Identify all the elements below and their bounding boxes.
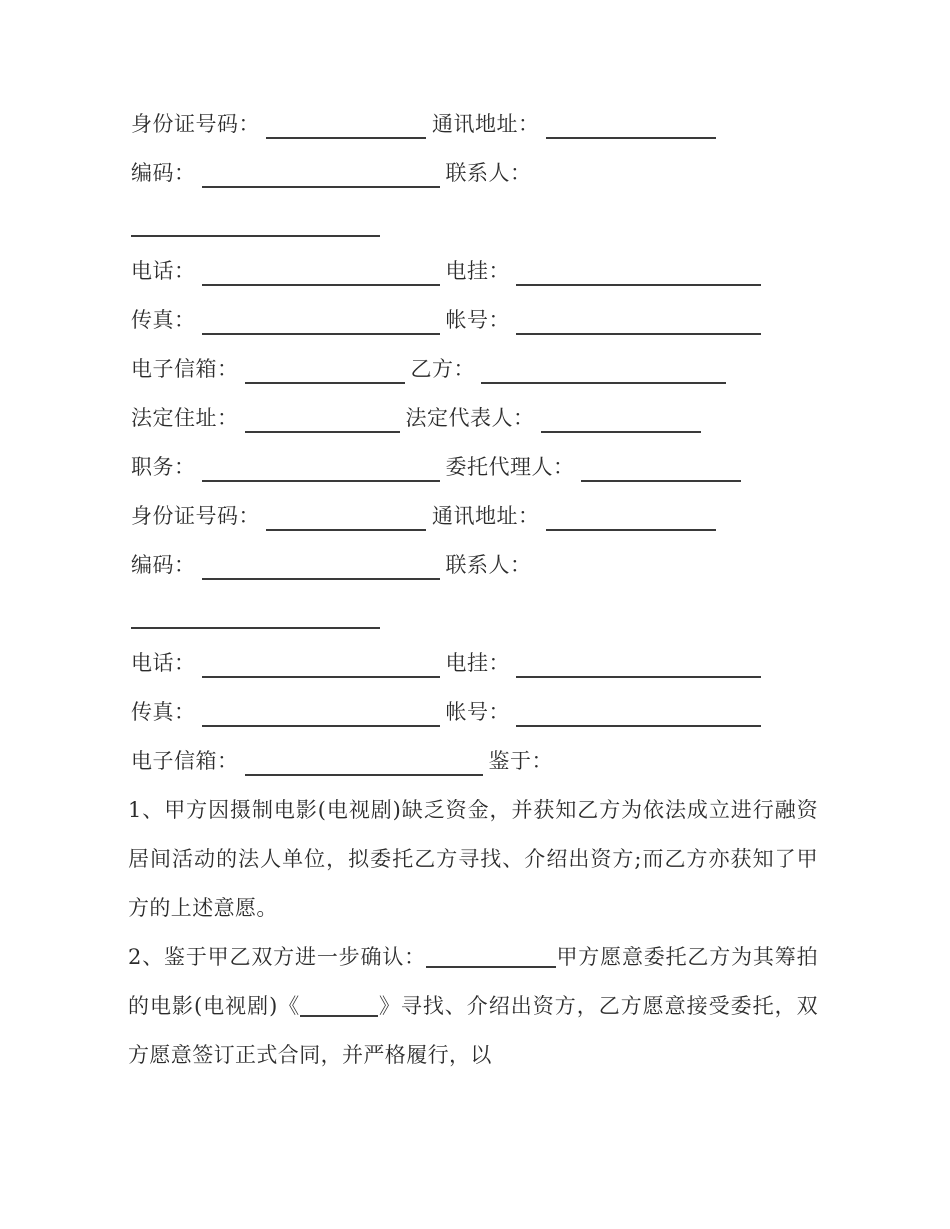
field-label-telex: 电挂： [445,651,510,675]
field-label-telex: 电挂： [445,259,510,283]
field-blank-postcode[interactable] [202,552,440,580]
field-label-position: 职务： [131,455,196,479]
clause-paragraph-2 [128,933,818,1080]
form-line-party-b-position-agent [131,443,821,492]
section-label-whereas: 鉴于： [488,749,553,773]
form-line-party-a-postcode-contact [131,149,821,198]
field-blank-contact-person[interactable] [131,209,380,237]
field-label-contact-person: 联系人： [445,553,532,577]
form-line-party-a-fax-account [131,296,821,345]
form-line-party-b-address-legalrep [131,394,821,443]
field-label-legal-address: 法定住址： [131,406,239,430]
field-blank-telex[interactable] [516,258,761,286]
field-label-phone: 电话： [131,651,196,675]
field-blank-account-number[interactable] [516,699,761,727]
field-label-fax: 传真： [131,308,196,332]
form-line-party-a-contact-continuation [131,198,821,247]
field-blank-id-number[interactable] [266,111,426,139]
field-blank-email[interactable] [245,356,405,384]
clause-2-blank-film-title[interactable] [300,991,378,1017]
clause-2-blank-confirmation[interactable] [426,942,556,968]
field-label-legal-representative: 法定代表人： [405,406,535,430]
field-label-fax: 传真： [131,700,196,724]
form-line-party-b-email-whereas [131,737,821,786]
field-blank-postcode[interactable] [202,160,440,188]
field-blank-mailing-address[interactable] [546,503,716,531]
field-blank-id-number[interactable] [266,503,426,531]
form-line-party-a-phone-telex [131,247,821,296]
field-blank-fax[interactable] [202,307,440,335]
form-line-party-a-email-partyb [131,345,821,394]
field-blank-party-b[interactable] [481,356,726,384]
form-line-party-b-phone-telex [131,639,821,688]
field-label-mailing-address: 通讯地址： [432,504,540,528]
field-blank-authorized-agent[interactable] [581,454,741,482]
clause-2-text-part-2: 甲方愿意委托乙方为其筹拍的电影(电视剧)《 [128,945,818,1018]
field-label-postcode: 编码： [131,161,196,185]
field-label-email: 电子信箱： [131,749,239,773]
field-label-email: 电子信箱： [131,357,239,381]
field-blank-legal-representative[interactable] [541,405,701,433]
clause-2-text-part-3: 》寻找、介绍出资方，乙方愿意接受委托，双方愿意签订正式合同，并严格履行，以 [128,994,818,1067]
form-line-party-b-fax-account [131,688,821,737]
field-blank-contact-person[interactable] [131,601,380,629]
field-label-id-number: 身份证号码： [131,504,260,528]
field-blank-fax[interactable] [202,699,440,727]
field-label-postcode: 编码： [131,553,196,577]
field-blank-mailing-address[interactable] [546,111,716,139]
form-line-party-a-id-address [131,100,821,149]
field-blank-phone[interactable] [202,650,440,678]
field-blank-account-number[interactable] [516,307,761,335]
field-label-account-number: 帐号： [445,308,510,332]
field-blank-legal-address[interactable] [245,405,400,433]
field-label-phone: 电话： [131,259,196,283]
field-blank-email[interactable] [245,748,483,776]
clause-paragraph-1: 1、甲方因摄制电影(电视剧)缺乏资金，并获知乙方为依法成立进行融资居间活动的法人单位，拟委托乙方寻找、介绍出资方;而乙方亦获知了甲方的上述意愿。 [128,798,818,920]
form-line-party-b-id-address [131,492,821,541]
field-label-mailing-address: 通讯地址： [432,112,540,136]
field-label-id-number: 身份证号码： [131,112,260,136]
field-blank-telex[interactable] [516,650,761,678]
clause-2-text-part-1: 2、鉴于甲乙双方进一步确认： [128,945,427,969]
field-label-contact-person: 联系人： [445,161,532,185]
field-label-authorized-agent: 委托代理人： [445,455,575,479]
field-label-account-number: 帐号： [445,700,510,724]
field-blank-phone[interactable] [202,258,440,286]
document-body [128,100,821,1080]
form-line-party-b-contact-continuation [131,590,821,639]
form-line-party-b-postcode-contact [131,541,821,590]
field-label-party-b: 乙方： [410,357,475,381]
field-blank-position[interactable] [202,454,440,482]
